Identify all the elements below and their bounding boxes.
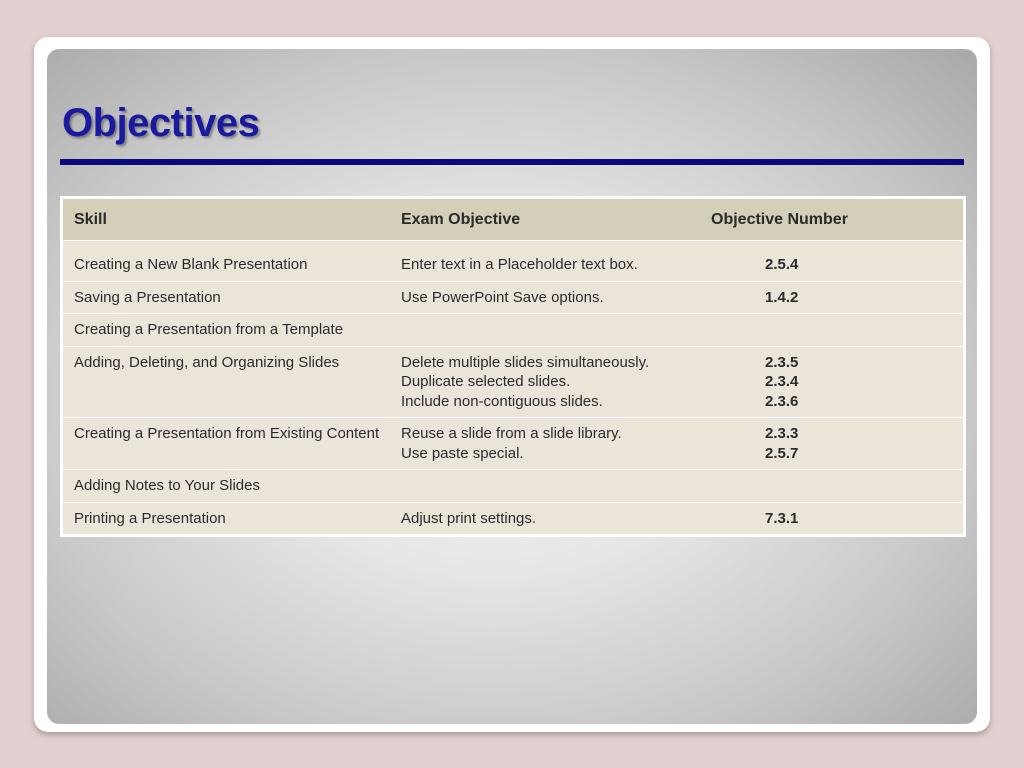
table-row xyxy=(63,502,963,534)
cell-objective-number xyxy=(693,346,963,418)
exam-objective-text: Include non-contiguous slides. xyxy=(401,392,603,410)
objective-number-text: 1.4.2 xyxy=(765,288,799,306)
cell-exam-objective xyxy=(390,346,693,418)
cell-skill: Creating a Presentation from Existing Content xyxy=(63,418,390,470)
exam-objective-text: Use PowerPoint Save options. xyxy=(401,288,604,306)
slide-frame xyxy=(34,37,990,732)
exam-objective-text: Reuse a slide from a slide library. xyxy=(401,425,622,442)
exam-objective-text: Adjust print settings. xyxy=(401,509,537,527)
cell-skill: Adding Notes to Your Slides xyxy=(63,470,390,503)
cell-exam-objective xyxy=(390,314,693,347)
cell-exam-objective xyxy=(390,241,693,282)
cell-objective-number xyxy=(693,281,963,314)
objective-number-text: 2.3.4 xyxy=(765,373,799,390)
objectives-table xyxy=(63,199,963,534)
header-exam-objective: Exam Objective xyxy=(390,199,693,241)
header-objective-number: Objective Number xyxy=(693,199,963,241)
table-row xyxy=(63,346,963,418)
slide xyxy=(47,49,977,724)
objectives-table-container xyxy=(60,196,966,537)
cell-objective-number xyxy=(693,314,963,347)
objective-number-text: 7.3.1 xyxy=(765,509,799,527)
cell-skill: Creating a New Blank Presentation xyxy=(63,241,390,282)
objective-number-text: 2.3.3 xyxy=(765,425,799,442)
table-row xyxy=(63,418,963,470)
cell-skill: Printing a Presentation xyxy=(63,502,390,534)
cell-exam-objective xyxy=(390,502,693,534)
cell-exam-objective xyxy=(390,470,693,503)
cell-exam-objective xyxy=(390,281,693,314)
table-body xyxy=(63,241,963,535)
table-row xyxy=(63,314,963,347)
exam-objective-text: Use paste special. xyxy=(401,444,524,462)
title-underline xyxy=(60,159,964,165)
cell-objective-number xyxy=(693,241,963,282)
table-row xyxy=(63,281,963,314)
cell-skill: Creating a Presentation from a Template xyxy=(63,314,390,347)
cell-exam-objective xyxy=(390,418,693,470)
header-skill: Skill xyxy=(63,199,390,241)
objective-number-text: 2.5.7 xyxy=(765,444,799,462)
table-header-row xyxy=(63,199,963,241)
objective-number-text: 2.5.4 xyxy=(765,256,799,273)
slide-title: Objectives xyxy=(62,101,260,145)
cell-objective-number xyxy=(693,502,963,534)
cell-objective-number xyxy=(693,470,963,503)
exam-objective-text: Delete multiple slides simultaneously. xyxy=(401,353,650,371)
cell-skill: Adding, Deleting, and Organizing Slides xyxy=(63,346,390,418)
cell-objective-number xyxy=(693,418,963,470)
exam-objective-text: Duplicate selected slides. xyxy=(401,373,571,390)
cell-skill: Saving a Presentation xyxy=(63,281,390,314)
objective-number-text: 2.3.6 xyxy=(765,392,799,410)
exam-objective-text: Enter text in a Placeholder text box. xyxy=(401,256,638,273)
table-row xyxy=(63,241,963,282)
objective-number-text: 2.3.5 xyxy=(765,353,799,371)
table-row xyxy=(63,470,963,503)
